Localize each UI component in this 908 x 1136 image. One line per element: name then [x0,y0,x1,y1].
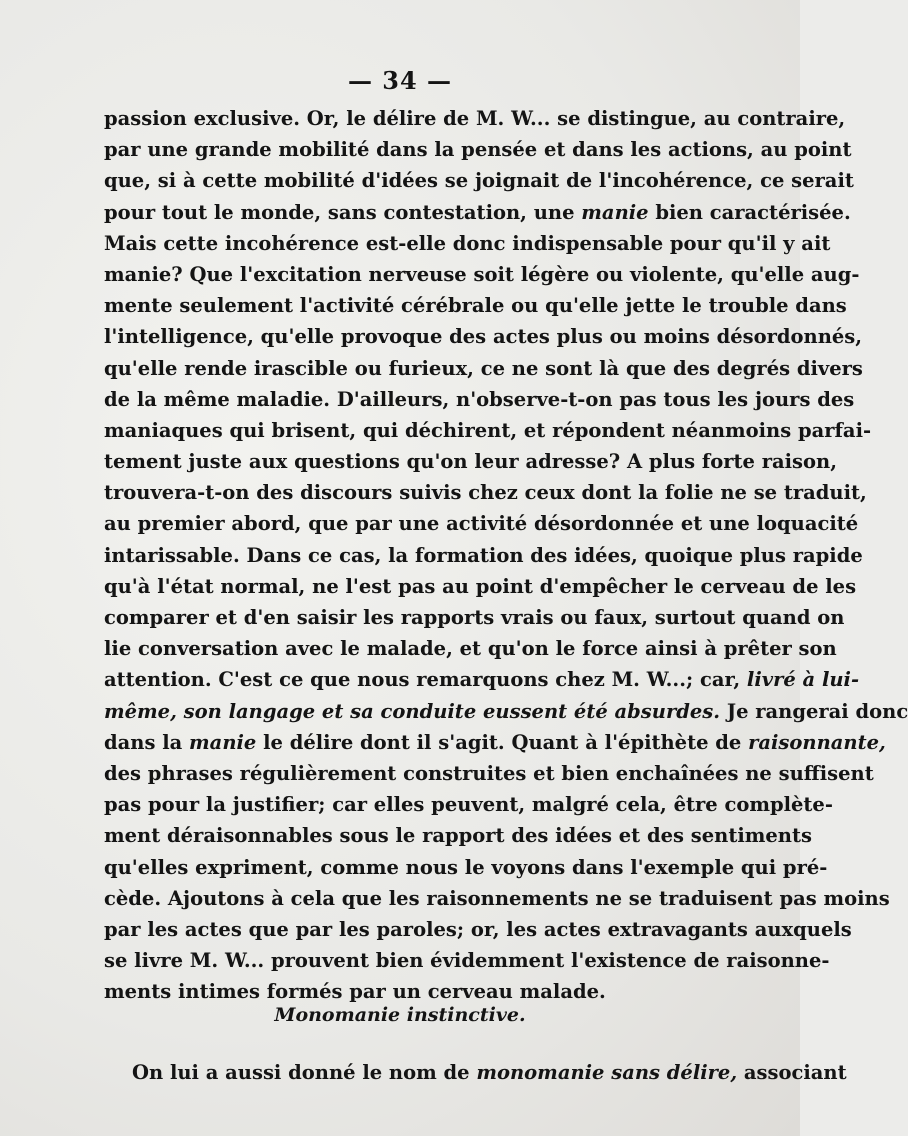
text-line [104,508,859,539]
text-run: que, si à cette mobilité d'idées se joignait de l'incohérence, ce serait [104,169,854,193]
text-line [104,384,855,415]
text-run: des phrases régulièrement construites et bien enchaînées ne suffisent [104,761,874,785]
italic-text-run: manie [189,730,257,754]
text-line [104,259,860,290]
text-run: manie? Que l'excitation nerveuse soit légère ou violente, qu'elle aug- [104,262,860,286]
text-line [104,727,886,758]
text-run: par une grande mobilité dans la pensée et dans les actions, au point [104,138,852,162]
text-line [104,696,908,727]
text-line [104,415,872,446]
text-run: se livre M. W... prouvent bien évidemment l'existence de raisonne- [104,949,830,973]
text-run: associant [737,1061,847,1084]
text-run: qu'elle rende irascible ou furieux, ce ne sont là que des degrés divers [104,356,863,380]
italic-text-run: livré à lui- [746,668,860,692]
text-line [104,197,851,228]
text-run: tement juste aux questions qu'on leur adresse? A plus forte raison, [104,450,838,474]
text-run: le délire dont il s'agit. Quant à l'épithète de [256,730,749,754]
text-line [104,228,831,259]
text-run: cède. Ajoutons à cela que les raisonnements ne se traduisent pas moins [104,886,890,910]
text-line [104,789,833,820]
text-run: bien caractérisée. [648,200,851,224]
text-run: dans la [104,730,190,754]
text-run: l'intelligence, qu'elle provoque des actes plus ou moins désordonnés, [104,325,863,349]
text-run: ment déraisonnables sous le rapport des idées et des sentiments [104,824,812,848]
text-line [104,1057,847,1088]
text-line [104,134,852,165]
section-heading: Monomanie instinctive. [274,1004,526,1026]
text-run: trouvera-t-on des discours suivis chez ceux dont la folie ne se traduit, [104,481,867,505]
text-line [104,945,830,976]
text-run: pas pour la justifier; car elles peuvent, malgré cela, être complète- [104,793,833,817]
text-line [104,664,860,695]
text-line [104,290,847,321]
closing-paragraph [104,1057,847,1088]
text-run: On lui a aussi donné le nom de [132,1061,477,1084]
text-run: comparer et d'en saisir les rapports vrais ou faux, surtout quand on [104,606,845,629]
text-line [104,602,845,633]
text-line [104,165,854,196]
page-number: — 34 — [347,66,453,95]
text-run: par les actes que par les paroles; or, les actes extravagants auxquels [104,917,852,941]
text-line [104,976,718,1007]
text-run: mente seulement l'activité cérébrale ou qu'elle jette le trouble dans [104,294,847,318]
text-run: au premier abord, que par une activité désordonnée et une loquacité [104,512,859,536]
text-line [104,571,857,602]
italic-text-run: raisonnante, [748,730,886,754]
text-line [104,758,874,789]
text-run: de la même maladie. D'ailleurs, n'observe-t-on pas tous les jours des [104,387,855,411]
text-run: attention. C'est ce que nous remarquons chez M. W...; car, [104,668,747,692]
text-run: ments intimes formés par un cerveau malade. [104,980,606,1004]
text-line [104,353,863,384]
text-line [104,477,867,508]
text-line [104,633,837,664]
text-line [104,820,812,851]
text-line [104,446,838,477]
text-run: Mais cette incohérence est-elle donc indispensable pour qu'il y ait [104,231,831,255]
text-run: intarissable. Dans ce cas, la formation des idées, quoique plus rapide [104,543,863,567]
text-run: lie conversation avec le malade, et qu'on le force ainsi à prêter son [104,637,837,661]
italic-text-run: même, son langage et sa conduite eussent été absurdes. [104,699,721,723]
text-run: maniaques qui brisent, qui déchirent, et répondent néanmoins parfai- [104,418,872,442]
text-line [104,914,852,945]
text-run: qu'elles expriment, comme nous le voyons dans l'exemple qui pré- [104,855,828,879]
body-text [104,103,908,1007]
text-line [104,103,846,134]
text-run: Je rangerai donc [720,699,908,723]
text-run: pour tout le monde, sans contestation, une [104,200,582,224]
text-line [104,852,828,883]
text-run: qu'à l'état normal, ne l'est pas au point d'empêcher le cerveau de les [104,574,857,598]
text-run: passion exclusive. Or, le délire de M. W... se distingue, au contraire, [104,107,846,130]
italic-text-run: monomanie sans délire, [476,1061,738,1084]
italic-text-run: manie [581,200,649,224]
text-line [104,321,863,352]
text-line [104,540,863,571]
text-line [104,883,890,914]
